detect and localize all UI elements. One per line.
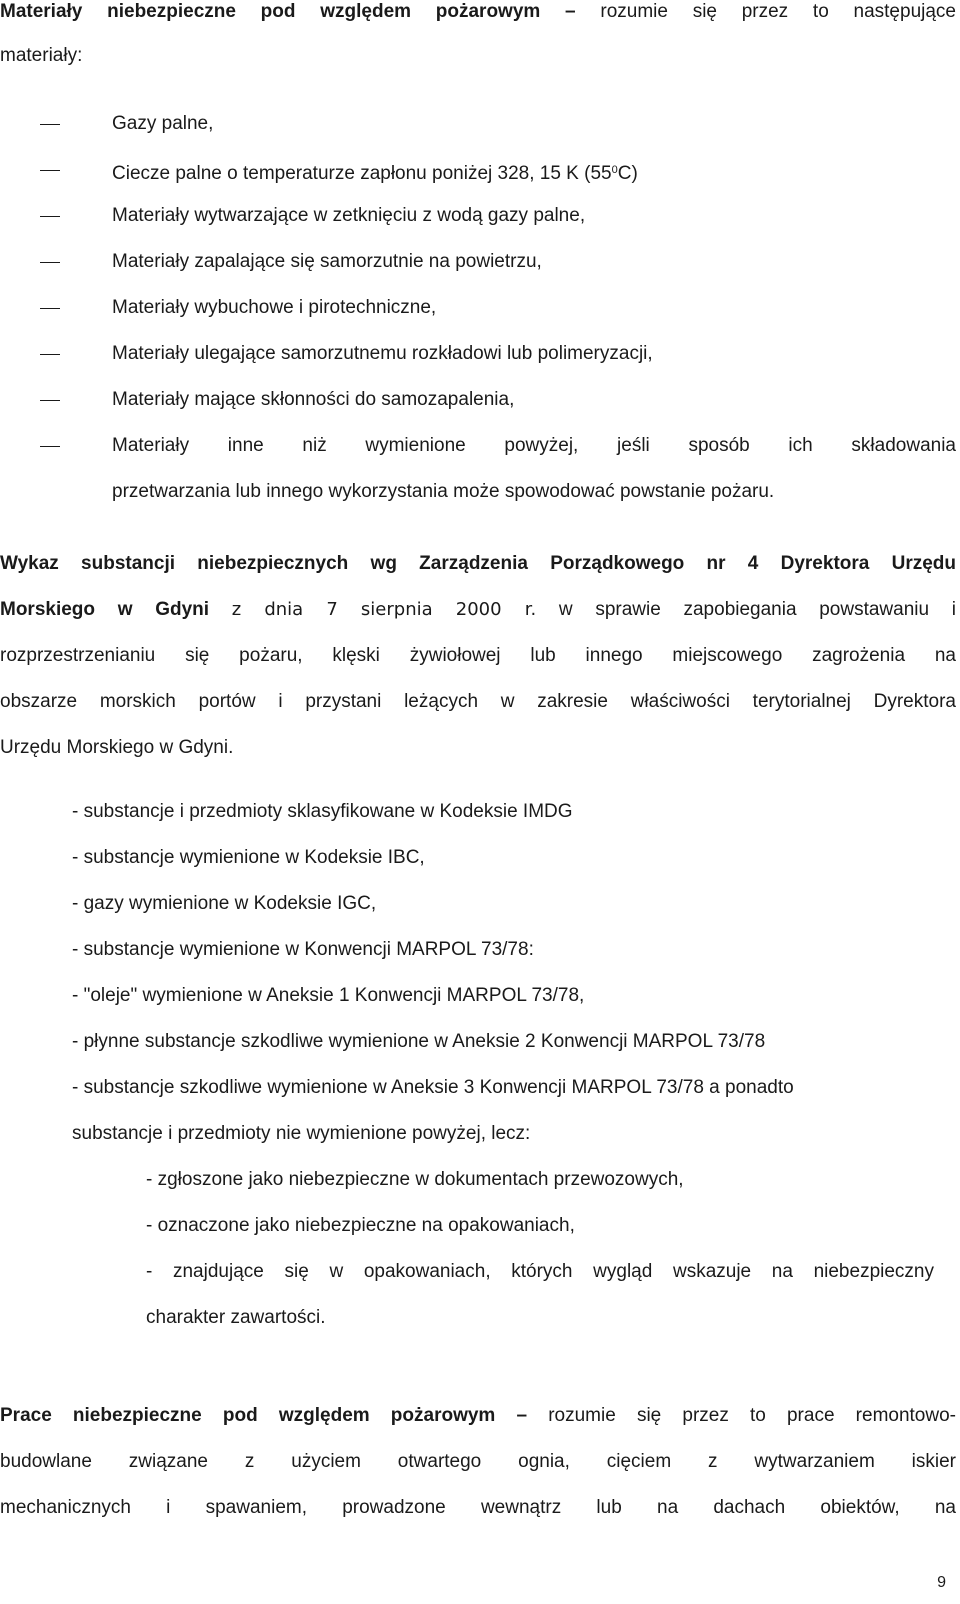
section1-title-dash: – — [565, 1, 576, 22]
sub-item-continuation: charakter zawartości. — [146, 1307, 326, 1328]
sub-item: - znajdujące się w opakowaniach, których wygląd wskazuje na niebezpieczny — [146, 1261, 934, 1282]
substance-item: - płynne substancje szkodliwe wymienione w Aneksie 2 Konwencji MARPOL 73/78 — [72, 1031, 766, 1052]
section3-title-rest: rozumie się przez to prace remontowo- — [548, 1405, 956, 1426]
dash-marker — [40, 262, 60, 263]
substance-item: - substancje wymienione w Konwencji MARPOL 73/78: — [72, 939, 534, 960]
section2-heading-bold: Morskiego w Gdyni — [0, 599, 210, 620]
substance-item: substancje i przedmioty nie wymienione powyżej, lecz: — [72, 1123, 531, 1144]
section2-line2 — [0, 598, 956, 622]
page-number: 9 — [937, 1574, 946, 1591]
list-item: Materiały zapalające się samorzutnie na powietrzu, — [112, 251, 542, 272]
substance-item: - "oleje" wymienione w Aneksie 1 Konwencji MARPOL 73/78, — [72, 985, 585, 1006]
section1-title-rest: rozumie się przez to następujące — [600, 1, 956, 22]
dash-marker — [40, 170, 60, 171]
section2-line5: Urzędu Morskiego w Gdyni. — [0, 737, 234, 758]
section3-title — [0, 1404, 956, 1428]
section1-title-line2: materiały: — [0, 45, 83, 66]
substance-item: - substancje i przedmioty sklasyfikowane w Kodeksie IMDG — [72, 801, 573, 822]
section3-title-dash: – — [516, 1405, 528, 1426]
list-item: Materiały wybuchowe i pirotechniczne, — [112, 297, 437, 318]
list-item-continuation: przetwarzania lub innego wykorzystania może spowodować powstanie pożaru. — [112, 481, 775, 502]
dash-marker — [40, 354, 60, 355]
dash-marker — [40, 216, 60, 217]
section3-title-bold: Prace niebezpieczne pod względem pożarowym — [0, 1405, 496, 1426]
dash-marker — [40, 124, 60, 125]
section1-title-bold: Materiały niebezpieczne pod względem pożarowym — [0, 1, 541, 22]
substance-item: - substancje szkodliwe wymienione w Aneksie 3 Konwencji MARPOL 73/78 a ponadto — [72, 1077, 794, 1098]
section2-heading: Wykaz substancji niebezpiecznych wg Zarządzenia Porządkowego nr 4 Dyrektora Urzędu — [0, 553, 956, 574]
dash-marker — [40, 446, 60, 447]
section2-line4: obszarze morskich portów i przystani leżących w zakresie właściwości terytorialnej Dyrektora — [0, 691, 956, 712]
list-item: Gazy palne, — [112, 113, 214, 134]
sub-item: - oznaczone jako niebezpieczne na opakowaniach, — [146, 1215, 575, 1236]
list-item: Materiały mające skłonności do samozapalenia, — [112, 389, 515, 410]
list-item: Ciecze palne o temperaturze zapłonu poniżej 328, 15 K $(55^0C)$ — [112, 163, 638, 184]
section3-line3: mechanicznych i spawaniem, prowadzone wewnątrz lub na dachach obiektów, na — [0, 1497, 956, 1518]
section1-title — [0, 0, 956, 24]
substance-item: - gazy wymienione w Kodeksie IGC, — [72, 893, 377, 914]
dash-marker — [40, 308, 60, 309]
section2-date: z dnia 7 sierpnia 2000 r. — [231, 599, 537, 620]
sub-item: - zgłoszone jako niebezpieczne w dokumentach przewozowych, — [146, 1169, 684, 1190]
section3-line2: budowlane związane z użyciem otwartego ognia, cięciem z wytwarzaniem iskier — [0, 1451, 956, 1472]
substance-item: - substancje wymienione w Kodeksie IBC, — [72, 847, 425, 868]
dash-marker — [40, 400, 60, 401]
section2-line3: rozprzestrzenianiu się pożaru, klęski żywiołowej lub innego miejscowego zagrożenia na — [0, 645, 956, 666]
list-item: Materiały wytwarzające w zetknięciu z wodą gazy palne, — [112, 205, 586, 226]
list-item: Materiały inne niż wymienione powyżej, jeśli sposób ich składowania — [112, 435, 956, 456]
section2-line2-rest: w sprawie zapobiegania powstawaniu i — [558, 599, 956, 620]
list-item: Materiały ulegające samorzutnemu rozkładowi lub polimeryzacji, — [112, 343, 653, 364]
